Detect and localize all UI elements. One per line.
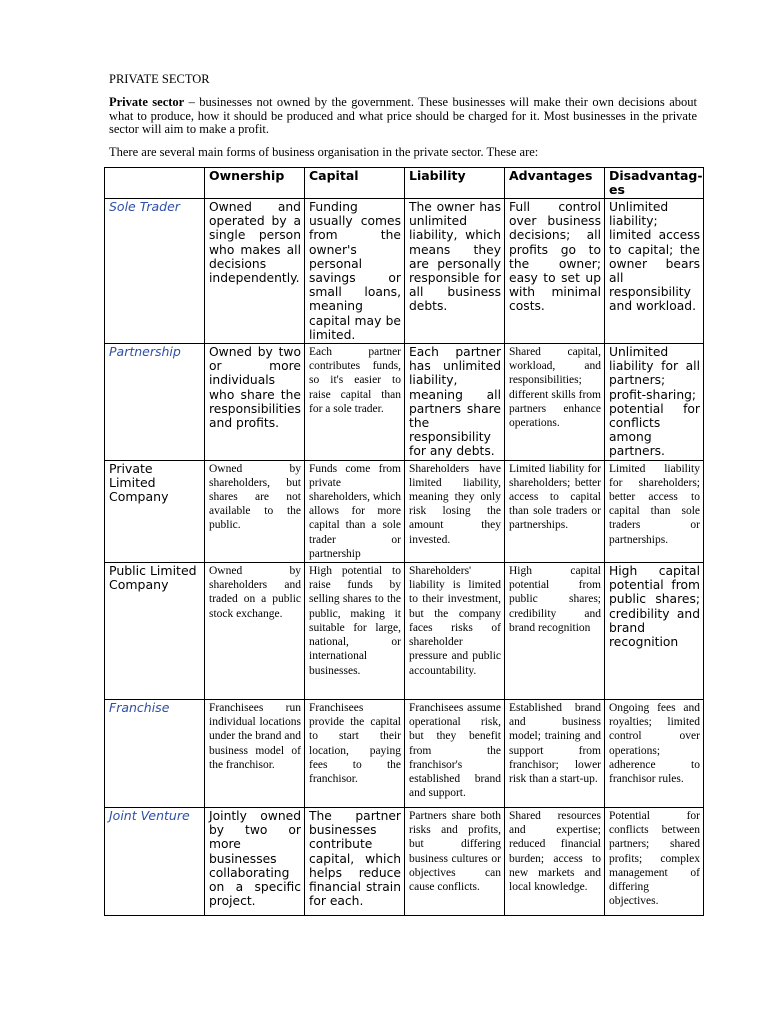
table-cell-disadvantages (605, 344, 704, 461)
table-cell-liability (405, 199, 505, 344)
cell-text: The owner has unlimited liability, which means they are personally responsible for all business debts. (409, 200, 501, 314)
cell-text: Limited liability for shareholders; better access to capital than sole traders or partnerships. (509, 462, 601, 532)
cell-text: Potential for conflicts between partners; shared profits; complex management of differing objectives. (609, 810, 700, 908)
header-cell-capital: Capital (305, 168, 405, 199)
cell-text: Owned by shareholders, but shares are not available to the public. (209, 462, 301, 532)
table-cell-disadvantages (605, 199, 704, 344)
document-page (109, 72, 697, 168)
table-cell-capital (305, 700, 405, 808)
cell-text: Ongoing fees and royalties; limited control over operations; adherence to franchisor rules. (609, 702, 700, 786)
table-cell-capital (305, 808, 405, 916)
cell-text: Franchisees provide the capital to start their location, paying fees to the franchisor. (309, 702, 401, 786)
table-cell-disadvantages (605, 460, 704, 562)
table-cell-liability (405, 700, 505, 808)
row-label-private-limited-company: Private Limited Company (105, 460, 205, 562)
cell-text: Each partner has unlimited liability, meaning all partners share the responsibility for any debts. (409, 345, 501, 459)
table-cell-capital (305, 344, 405, 461)
table-cell-ownership (205, 808, 305, 916)
cell-text: High potential to raise funds by selling shares to the public, making it suitable for large, national, or international businesses. (309, 565, 401, 677)
business-forms-table (104, 167, 704, 916)
table-row (105, 808, 704, 916)
cell-text: The partner businesses contribute capital, which helps reduce financial strain for each. (309, 809, 401, 909)
cell-text: Owned by shareholders and traded on a public stock exchange. (209, 565, 301, 620)
row-label-franchise: Franchise (105, 700, 205, 808)
table-cell-advantages (505, 808, 605, 916)
table-cell-liability (405, 460, 505, 562)
table-cell-disadvantages (605, 563, 704, 700)
header-cell-ownership: Ownership (205, 168, 305, 199)
table-cell-ownership (205, 199, 305, 344)
cell-text: Unlimited liability for all partners; profit-sharing; potential for conflicts among partners. (609, 345, 700, 459)
table-cell-advantages (505, 199, 605, 344)
table-cell-advantages (505, 563, 605, 700)
header-cell-liability: Liability (405, 168, 505, 199)
cell-text: Each partner contributes funds, so it's easier to raise capital than for a sole trader. (309, 346, 401, 415)
cell-text: Shareholders have limited liability, meaning they only risk losing the amount they invested. (409, 462, 501, 546)
table-cell-capital (305, 563, 405, 700)
cell-text: Limited liability for shareholders; better access to capital than sole traders or partnerships. (609, 462, 700, 546)
intro-paragraph (109, 96, 697, 137)
cell-text: Owned by two or more individuals who share the responsibilities and profits. (209, 345, 301, 431)
table-cell-disadvantages (605, 700, 704, 808)
cell-text: Established brand and business model; training and support from franchisor; lower risk than a start-up. (509, 702, 601, 786)
cell-text: Shared resources and expertise; reduced financial burden; access to new markets and local knowledge. (509, 810, 601, 894)
cell-text: Owned and operated by a single person who makes all decisions independently. (209, 200, 301, 286)
cell-text: Funds come from private shareholders, which allows for more capital than a sole trader or partnership (309, 462, 401, 560)
table-cell-capital (305, 199, 405, 344)
cell-text: Partners share both risks and profits, but differing business cultures or objectives can cause conflicts. (409, 810, 501, 894)
table-cell-liability (405, 808, 505, 916)
row-label-public-limited-company: Public Limited Company (105, 563, 205, 700)
table-cell-ownership (205, 344, 305, 461)
table-cell-liability (405, 344, 505, 461)
intro-definition: – businesses not owned by the government. These businesses will make their own decisions about what to produce, how it should be produced and what price should be charged for it. Most businesses in the private sector will aim to make a profit. (109, 95, 697, 136)
table-cell-ownership (205, 563, 305, 700)
cell-text: Funding usually comes from the owner's personal savings or small loans, meaning capital may be limited. (309, 200, 401, 342)
cell-text: Unlimited liability; limited access to capital; the owner bears all responsibility and workload. (609, 200, 700, 314)
table-cell-advantages (505, 460, 605, 562)
page-title: PRIVATE SECTOR (109, 72, 210, 86)
table-cell-ownership (205, 700, 305, 808)
cell-text: Franchisees assume operational risk, but they benefit from the franchisor's established brand and support. (409, 702, 501, 800)
table-cell-ownership (205, 460, 305, 562)
intro-term: Private sector (109, 95, 185, 109)
lead-in-paragraph: There are several main forms of business organisation in the private sector. These are: (109, 144, 539, 159)
cell-text: Shared capital, workload, and responsibilities; different skills from partners enhance operations. (509, 346, 601, 430)
table-row (105, 563, 704, 700)
table-cell-advantages (505, 700, 605, 808)
cell-text: Full control over business decisions; all profits go to the owner; easy to set up with minimal costs. (509, 200, 601, 314)
row-label-joint-venture: Joint Venture (105, 808, 205, 916)
cell-text: Franchisees run individual locations under the brand and business model of the franchisor. (209, 702, 301, 771)
table-row (105, 344, 704, 461)
table-header-row (105, 168, 704, 199)
cell-text: High capital potential from public shares; credibility and brand recognition (609, 564, 700, 650)
cell-text: Shareholders' liability is limited to their investment, but the company faces risks of shareholder pressure and public accountability. (409, 565, 501, 677)
table-cell-advantages (505, 344, 605, 461)
cell-text: High capital potential from public shares; credibility and brand recognition (509, 565, 601, 634)
table-row (105, 460, 704, 562)
table-row (105, 199, 704, 344)
table-cell-liability (405, 563, 505, 700)
header-cell-disadvantages: Disadvantages (605, 168, 704, 199)
table-body (105, 199, 704, 916)
table-row (105, 700, 704, 808)
cell-text: Jointly owned by two or more businesses collaborating on a specific project. (209, 809, 301, 909)
table-cell-disadvantages (605, 808, 704, 916)
row-label-sole-trader: Sole Trader (105, 199, 205, 344)
header-cell-empty (105, 168, 205, 199)
row-label-partnership: Partnership (105, 344, 205, 461)
header-cell-advantages: Advantages (505, 168, 605, 199)
table-cell-capital (305, 460, 405, 562)
